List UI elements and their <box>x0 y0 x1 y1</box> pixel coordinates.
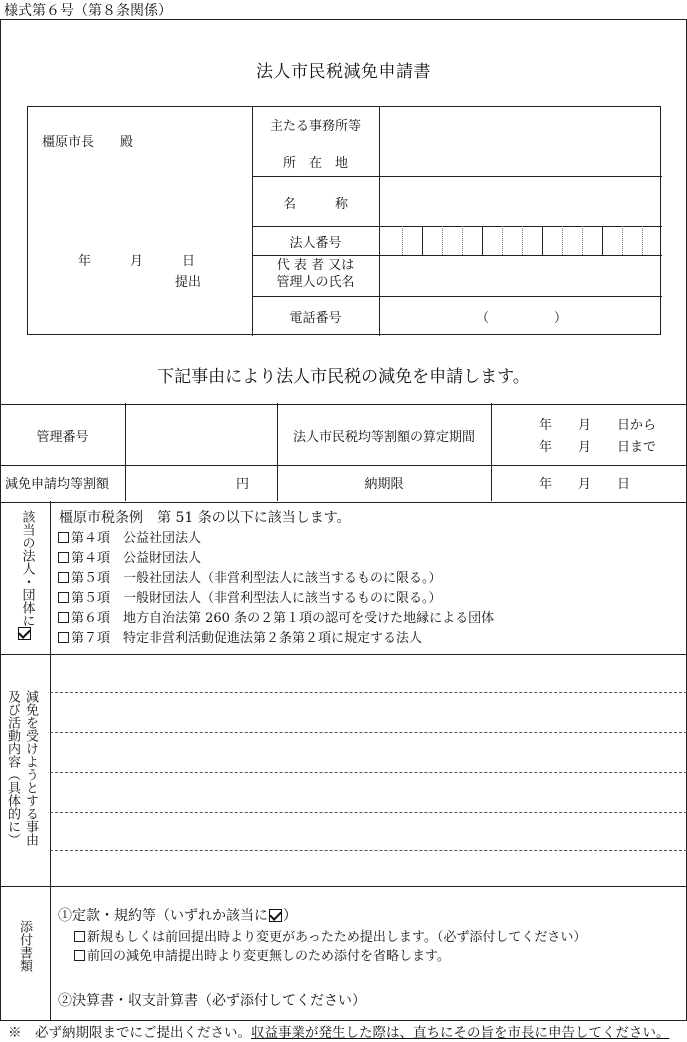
name-label: 名 称 <box>282 197 348 212</box>
representative-label-line2: 管理人の氏名 <box>276 275 355 290</box>
checkmark-icon <box>18 627 31 640</box>
digit-separator <box>642 226 643 255</box>
representative-label <box>252 257 379 291</box>
write-line[interactable] <box>50 850 687 851</box>
eligibility-item[interactable] <box>58 627 422 646</box>
corp-number-label: 法人番号 <box>289 236 342 251</box>
divider <box>491 403 492 501</box>
eligibility-item-label: 第４項 公益財団法人 <box>71 551 202 566</box>
corporate-number-boxes[interactable] <box>402 226 662 255</box>
checkbox-icon[interactable] <box>58 592 69 603</box>
eligibility-side-text: 該当の法人・団体に <box>19 510 35 627</box>
attachment-option-submit-label: 新規もしくは前回提出時より変更があったため提出します。（必ず添付してください） <box>87 930 587 945</box>
period-from[interactable]: 年 月 日から <box>539 418 657 433</box>
divider <box>125 403 126 501</box>
checkbox-icon[interactable] <box>58 552 69 563</box>
eligibility-item[interactable] <box>58 607 494 626</box>
attachment-item2: ②決算書・収支計算書（必ず添付してください） <box>58 993 366 1009</box>
yen-unit: 円 <box>236 477 250 492</box>
attachment-option-omit[interactable] <box>74 945 450 964</box>
digit-separator <box>502 226 503 255</box>
eligibility-item-label: 第７項 特定非営利活動促進法第２条第２項に規定する法人 <box>71 631 423 646</box>
attachment-item1 <box>58 905 297 925</box>
footer-note-b: 収益事業が発生した際は、直ちにその旨を市長に申告してください。 <box>251 1025 670 1041</box>
digit-separator <box>602 226 603 255</box>
divider <box>252 296 662 297</box>
checkbox-icon[interactable] <box>58 572 69 583</box>
phone-field[interactable]: （ ） <box>476 311 568 326</box>
eligibility-item-label: 第５項 一般財団法人（非営利型法人に該当するものに限る。） <box>71 591 442 606</box>
divider <box>1 465 686 466</box>
digit-separator <box>542 226 543 255</box>
form-number: 様式第６号（第８条関係） <box>4 3 172 19</box>
period-to[interactable]: 年 月 日まで <box>539 440 657 455</box>
digit-separator <box>402 226 403 255</box>
write-line[interactable] <box>50 812 687 813</box>
divider <box>252 255 662 256</box>
eligibility-intro: 橿原市税条例 第 51 条の以下に該当します。 <box>59 510 351 526</box>
divider <box>252 176 662 177</box>
divider <box>252 107 253 336</box>
digit-separator <box>482 226 483 255</box>
write-line[interactable] <box>50 732 687 733</box>
reason-side-label-1: 減免を受けようとする事由 <box>23 690 38 846</box>
checkbox-icon[interactable] <box>58 532 69 543</box>
eligibility-item-label: 第６項 地方自治法第 260 条の２第１項の認可を受けた地縁による団体 <box>71 611 495 626</box>
footer-note <box>8 1021 670 1041</box>
attachments-side-label: 添付書類 <box>17 920 32 972</box>
attachment-item1-title: ①定款・規約等（いずれか該当に <box>58 908 268 924</box>
attachment-option-submit[interactable] <box>74 926 586 945</box>
attachment-option-omit-label: 前回の減免申請提出時より変更無しのため添付を省略します。 <box>87 949 450 964</box>
digit-separator <box>582 226 583 255</box>
checkmark-icon <box>269 909 282 922</box>
eligibility-item[interactable] <box>58 567 442 586</box>
submitted-label: 提出 <box>175 275 202 290</box>
phone-label: 電話番号 <box>289 311 342 326</box>
representative-label-line1: 代 表 者 又は <box>276 258 355 273</box>
checkbox-icon[interactable] <box>58 612 69 623</box>
eligibility-item[interactable] <box>58 527 201 546</box>
divider <box>1 502 686 503</box>
attachment-item1-title-end: ） <box>283 908 297 924</box>
checkbox-icon[interactable] <box>74 931 85 942</box>
eligibility-item[interactable] <box>58 547 201 566</box>
submission-date[interactable]: 年 月 日 <box>78 254 196 269</box>
write-line[interactable] <box>50 692 687 693</box>
divider <box>1 886 686 887</box>
footer-note-a: ※ 必ず納期限までにご提出ください。 <box>8 1025 251 1041</box>
statement: 下記事由により法人市民税の減免を申請します。 <box>157 367 530 387</box>
eligibility-item-label: 第５項 一般社団法人（非営利型法人に該当するものに限る。） <box>71 571 442 586</box>
reason-side-label-2: 及び活動内容（具体的に） <box>5 690 20 846</box>
due-date[interactable]: 年 月 日 <box>539 477 631 492</box>
checkbox-icon[interactable] <box>58 632 69 643</box>
eligibility-item-label: 第４項 公益社団法人 <box>71 531 202 546</box>
calc-period-label: 法人市民税均等割額の算定期間 <box>292 430 475 445</box>
digit-separator <box>422 226 423 255</box>
eligibility-item[interactable] <box>58 587 442 606</box>
digit-separator <box>562 226 563 255</box>
due-label: 納期限 <box>364 477 404 492</box>
digit-separator <box>462 226 463 255</box>
applicant-table <box>27 106 661 335</box>
divider <box>1 404 686 405</box>
write-line[interactable] <box>50 772 687 773</box>
divider <box>50 501 51 1020</box>
address-label: 所 在 地 <box>282 156 348 171</box>
digit-separator <box>622 226 623 255</box>
divider <box>379 107 380 336</box>
checkbox-icon[interactable] <box>74 950 85 961</box>
divider <box>1 654 686 655</box>
management-number-label: 管理番号 <box>36 430 89 445</box>
digit-separator <box>442 226 443 255</box>
amount-label: 減免申請均等割額 <box>5 477 110 492</box>
eligibility-side-label <box>17 510 35 650</box>
office-label: 主たる事務所等 <box>269 119 361 134</box>
digit-separator <box>522 226 523 255</box>
addressee: 橿原市長 殿 <box>42 135 134 150</box>
page-title: 法人市民税減免申請書 <box>256 62 431 82</box>
